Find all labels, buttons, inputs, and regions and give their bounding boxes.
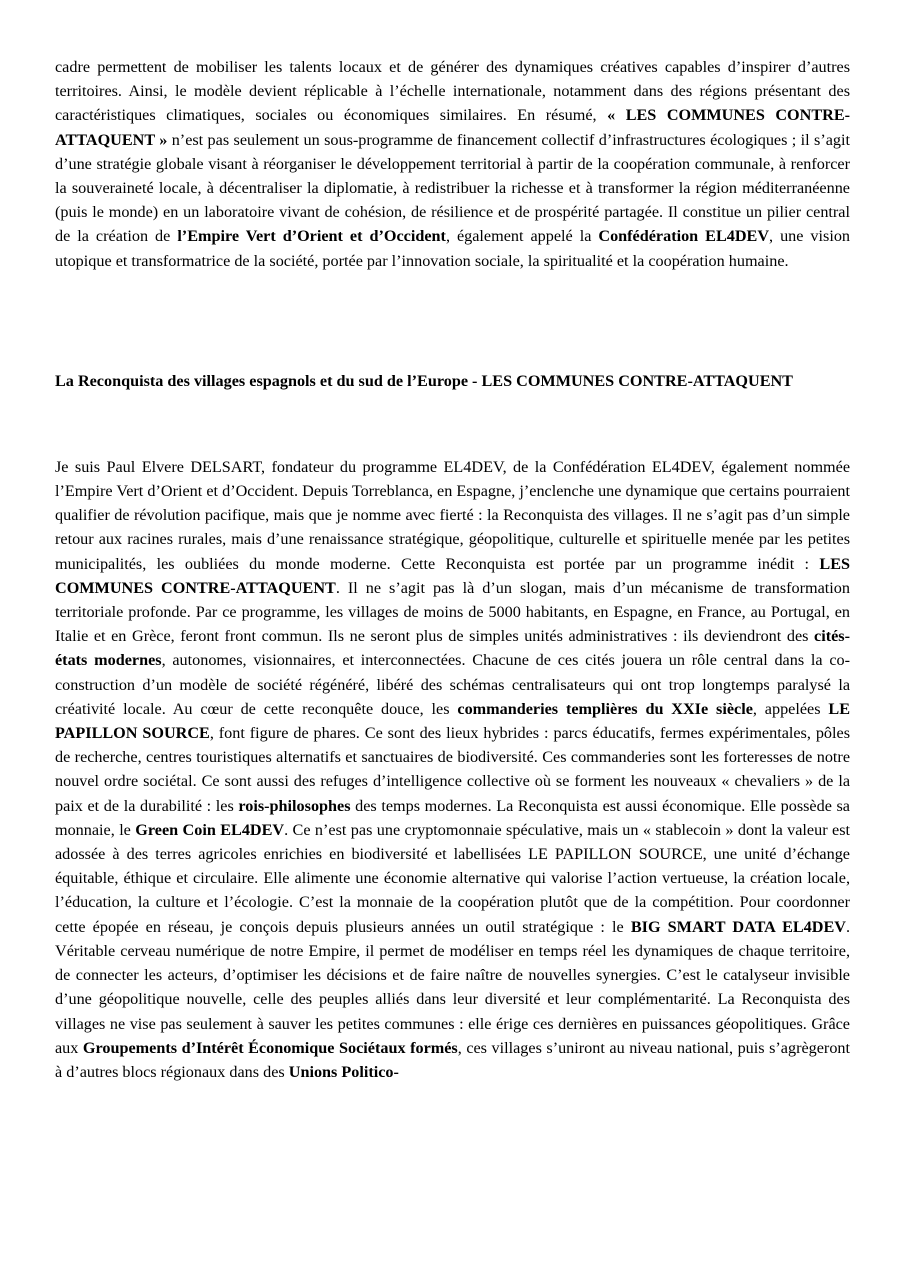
bold-text-run: Green Coin EL4DEV: [135, 820, 285, 839]
text-run: , ces villages s’uniront au niveau national, puis s’agrègeront à d’autres blocs régionaux dans des: [55, 1038, 851, 1081]
bold-text-run: rois-philosophes: [238, 796, 351, 815]
text-run: n’est pas seulement un sous-programme de financement collectif d’infrastructures écologiques ; il s’agit d’une stratégie globale visant à réorganiser le développement territorial à partir de la coopération communale, à renforcer la souveraineté locale, à décentraliser la diplomatie, à redistribuer la richesse et à transformer la région méditerranéenne (puis le monde) en un laboratoire vivant de cohésion, de résilience et de prospérité partagée. Il constitue un pilier central de la création de: [55, 130, 851, 246]
text-run: des temps modernes. La Reconquista est aussi économique. Elle possède sa monnaie, le: [55, 796, 850, 839]
text-run: , une vision utopique et transformatrice de la société, portée par l’innovation sociale, la spiritualité et la coopération humaine.: [55, 227, 851, 270]
bold-text-run: LE PAPILLON SOURCE: [55, 699, 850, 743]
bold-text-run: Groupements d’Intérêt Économique Sociétaux formés: [82, 1038, 458, 1057]
text-run: , appelées: [752, 699, 829, 718]
bold-text-run: BIG SMART DATA EL4DEV: [630, 917, 846, 936]
body-paragraph-reconquista: [55, 455, 850, 1084]
bold-text-run: commanderies templières du XXIe siècle: [457, 699, 753, 718]
text-run: , font figure de phares. Ce sont des lieux hybrides : parcs éducatifs, fermes expérimentales, pôles de recherche, centres touristiques alternatifs et sanctuaires de biodiversité. Ces commanderies sont les forteresses de notre nouvel ordre sociétal. Ce sont aussi des refuges d’intelligence collective où se forment les nouveaux « chevaliers » de la paix et de la durabilité : les: [55, 724, 850, 815]
section-heading: La Reconquista des villages espagnols et du sud de l’Europe - LES COMMUNES CONTRE-ATTAQUENT: [55, 371, 793, 390]
text-run: . Il ne s’agit pas là d’un slogan, mais d’un mécanisme de transformation territoriale profonde. Par ce programme, les villages de moins de 5000 habitants, en Espagne, en France, au Portugal, en Italie et en Grèce, feront front commun. Ils ne seront plus de simples unités administratives : ils deviendront des: [55, 578, 850, 646]
bold-text-run: LES COMMUNES CONTRE-ATTAQUENT: [55, 554, 850, 597]
bold-text-run: Confédération EL4DEV: [598, 227, 770, 246]
bold-text-run: cités-états modernes: [55, 627, 850, 670]
text-run: , autonomes, visionnaires, et interconnectées. Chacune de ces cités jouera un rôle central dans la co-construction d’un modèle de société régénéré, libéré des schémas centralisateurs qui ont trop longtemps paralysé la créativité locale. Au cœur de cette reconquête douce, les: [55, 651, 850, 718]
bold-text-run: Unions Politico-: [288, 1062, 399, 1081]
body-paragraph-intro: [55, 55, 850, 273]
text-run: Je suis Paul Elvere DELSART, fondateur du programme EL4DEV, de la Confédération EL4DEV, également nommée l’Empire Vert d’Orient et d’Occident. Depuis Torreblanca, en Espagne, j’enclenche une dynamique que certains pourraient qualifier de révolution pacifique, mais que je nomme avec fierté : la Reconquista des villages. Il ne s’agit pas d’un simple retour aux racines rurales, mais d’une renaissance stratégique, géopolitique, culturelle et spirituelle menée par les petites municipalités, les oubliées du monde moderne. Cette Reconquista est portée par un programme inédit :: [55, 457, 850, 573]
bold-text-run: « LES COMMUNES CONTRE-ATTAQUENT »: [55, 106, 851, 149]
bold-text-run: l’Empire Vert d’Orient et d’Occident: [177, 227, 446, 246]
text-run: . Véritable cerveau numérique de notre Empire, il permet de modéliser en temps réel les dynamiques de chaque territoire, de connecter les acteurs, d’optimiser les décisions et de faire naître de nouvelles synergies. C’est le catalyseur invisible d’une géopolitique nouvelle, celle des peuples alliés dans leur diversité et leur complémentarité. La Reconquista des villages ne vise pas seulement à sauver les petites communes : elle érige ces dernières en puissances géopolitiques. Grâce aux: [55, 917, 851, 1057]
text-run: . Ce n’est pas une cryptomonnaie spéculative, mais un « stablecoin » dont la valeur est adossée à des terres agricoles enrichies en biodiversité et labellisées LE PAPILLON SOURCE, une unité d’échange équitable, éthique et circulaire. Elle alimente une économie alternative qui valorise l’action vertueuse, la création locale, l’éducation, la culture et l’écologie. C’est la monnaie de la coopération plutôt que de la compétition. Pour coordonner cette épopée en réseau, je conçois depuis plusieurs années un outil stratégique : le: [55, 820, 850, 936]
text-run: , également appelé la: [445, 227, 599, 246]
document-page: [55, 55, 850, 1084]
text-run: cadre permettent de mobiliser les talents locaux et de générer des dynamiques créatives capables d’inspirer d’autres territoires. Ainsi, le modèle devient réplicable à l’échelle internationale, notamment dans des régions présentant des caractéristiques climatiques, sociales ou économiques similaires. En résumé,: [55, 58, 850, 125]
